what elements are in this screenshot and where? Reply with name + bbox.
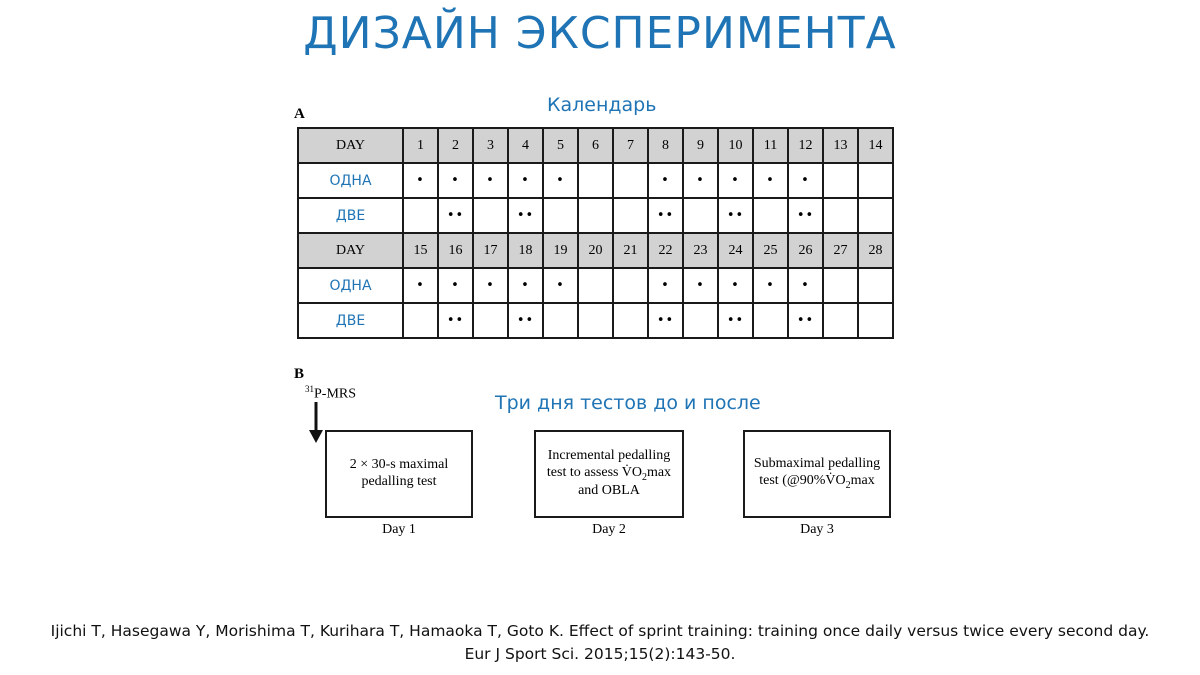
- day-number-cell: 25: [753, 233, 788, 268]
- day-number-row: [298, 128, 893, 163]
- day-number-cell: 7: [613, 128, 648, 163]
- session-cell: •: [508, 268, 543, 303]
- mrs-superscript: 31: [305, 384, 314, 394]
- session-cell: ••: [718, 198, 753, 233]
- session-cell: [753, 303, 788, 338]
- day-number-cell: 14: [858, 128, 893, 163]
- session-cell: •: [543, 268, 578, 303]
- citation-line-1: Ijichi T, Hasegawa Y, Morishima T, Kurihara T, Hamaoka T, Goto K. Effect of sprint training: training once daily versus twice every second day.: [50, 622, 1150, 640]
- day-row-label: DAY: [298, 128, 403, 163]
- group-label: ОДНА: [298, 163, 403, 198]
- day-number-cell: 1: [403, 128, 438, 163]
- session-cell: [858, 198, 893, 233]
- session-cell: [613, 198, 648, 233]
- day-caption: Day 3: [800, 522, 834, 537]
- day-row-label: DAY: [298, 233, 403, 268]
- day-number-cell: 21: [613, 233, 648, 268]
- session-cell: •: [718, 268, 753, 303]
- day-number-cell: 10: [718, 128, 753, 163]
- day-number-cell: 3: [473, 128, 508, 163]
- session-cell: [858, 163, 893, 198]
- session-cell: •: [648, 268, 683, 303]
- once-daily-row: [298, 268, 893, 303]
- session-cell: [613, 268, 648, 303]
- session-cell: [753, 198, 788, 233]
- session-cell: [683, 303, 718, 338]
- session-cell: [858, 303, 893, 338]
- session-cell: •: [683, 163, 718, 198]
- session-cell: •: [683, 268, 718, 303]
- session-cell: ••: [438, 198, 473, 233]
- day-caption: Day 1: [382, 522, 416, 537]
- day-number-cell: 4: [508, 128, 543, 163]
- test-box-text: 2 × 30-s maximal pedalling test: [349, 457, 449, 489]
- down-arrow-icon: [307, 400, 325, 444]
- session-cell: [543, 198, 578, 233]
- day-number-cell: 28: [858, 233, 893, 268]
- session-cell: ••: [788, 198, 823, 233]
- session-cell: •: [438, 268, 473, 303]
- session-cell: •: [753, 163, 788, 198]
- day-number-cell: 15: [403, 233, 438, 268]
- session-cell: ••: [718, 303, 753, 338]
- session-cell: •: [718, 163, 753, 198]
- session-cell: [858, 268, 893, 303]
- test-box-text: Incremental pedalling test to assess $V̇O_2\max$ and OBLA: [546, 447, 672, 499]
- test-box-text: Submaximal pedalling test ($@90\%V̇O_2\max$: [753, 456, 881, 491]
- session-cell: •: [473, 163, 508, 198]
- test-box-day-1: [325, 430, 473, 518]
- session-cell: [823, 198, 858, 233]
- session-cell: [613, 303, 648, 338]
- day-number-cell: 16: [438, 233, 473, 268]
- group-label: ДВЕ: [298, 303, 403, 338]
- day-number-cell: 19: [543, 233, 578, 268]
- mrs-text: P-MRS: [314, 386, 357, 402]
- session-cell: [823, 163, 858, 198]
- session-cell: [683, 198, 718, 233]
- session-cell: [613, 163, 648, 198]
- session-cell: •: [473, 268, 508, 303]
- slide-title: ДИЗАЙН ЭКСПЕРИМЕНТА: [303, 8, 897, 59]
- day-number-cell: 11: [753, 128, 788, 163]
- twice-daily-row: [298, 303, 893, 338]
- session-cell: [473, 198, 508, 233]
- session-cell: ••: [788, 303, 823, 338]
- session-cell: [473, 303, 508, 338]
- session-cell: •: [788, 268, 823, 303]
- day-number-cell: 9: [683, 128, 718, 163]
- session-cell: ••: [508, 198, 543, 233]
- group-label: ДВЕ: [298, 198, 403, 233]
- session-cell: [823, 268, 858, 303]
- session-cell: ••: [438, 303, 473, 338]
- day-number-cell: 13: [823, 128, 858, 163]
- session-cell: ••: [648, 303, 683, 338]
- session-cell: [578, 268, 613, 303]
- session-cell: •: [648, 163, 683, 198]
- session-cell: [578, 303, 613, 338]
- day-number-cell: 22: [648, 233, 683, 268]
- session-cell: [403, 303, 438, 338]
- day-number-cell: 18: [508, 233, 543, 268]
- day-number-cell: 20: [578, 233, 613, 268]
- day-number-cell: 5: [543, 128, 578, 163]
- day-number-cell: 12: [788, 128, 823, 163]
- session-cell: •: [788, 163, 823, 198]
- session-cell: [823, 303, 858, 338]
- session-cell: [403, 198, 438, 233]
- session-cell: [578, 198, 613, 233]
- session-cell: [578, 163, 613, 198]
- day-caption: Day 2: [592, 522, 626, 537]
- session-cell: ••: [648, 198, 683, 233]
- session-cell: •: [508, 163, 543, 198]
- day-number-cell: 6: [578, 128, 613, 163]
- session-cell: •: [403, 163, 438, 198]
- day-number-cell: 2: [438, 128, 473, 163]
- session-cell: •: [753, 268, 788, 303]
- calendar-heading: Календарь: [547, 94, 657, 116]
- test-box-day-3: [743, 430, 891, 518]
- session-cell: •: [438, 163, 473, 198]
- citation: [0, 620, 1200, 666]
- day-number-row: [298, 233, 893, 268]
- session-cell: •: [543, 163, 578, 198]
- day-number-cell: 17: [473, 233, 508, 268]
- session-cell: ••: [508, 303, 543, 338]
- training-calendar-table: [297, 127, 894, 339]
- panel-a-letter: A: [294, 106, 305, 122]
- day-number-cell: 26: [788, 233, 823, 268]
- twice-daily-row: [298, 198, 893, 233]
- citation-line-2: Eur J Sport Sci. 2015;15(2):143-50.: [464, 645, 736, 663]
- group-label: ОДНА: [298, 268, 403, 303]
- day-number-cell: 8: [648, 128, 683, 163]
- day-number-cell: 23: [683, 233, 718, 268]
- session-cell: [543, 303, 578, 338]
- tests-heading: Три дня тестов до и после: [495, 392, 761, 414]
- once-daily-row: [298, 163, 893, 198]
- day-number-cell: 24: [718, 233, 753, 268]
- day-number-cell: 27: [823, 233, 858, 268]
- test-box-day-2: [534, 430, 684, 518]
- session-cell: •: [403, 268, 438, 303]
- panel-b-letter: B: [294, 366, 305, 382]
